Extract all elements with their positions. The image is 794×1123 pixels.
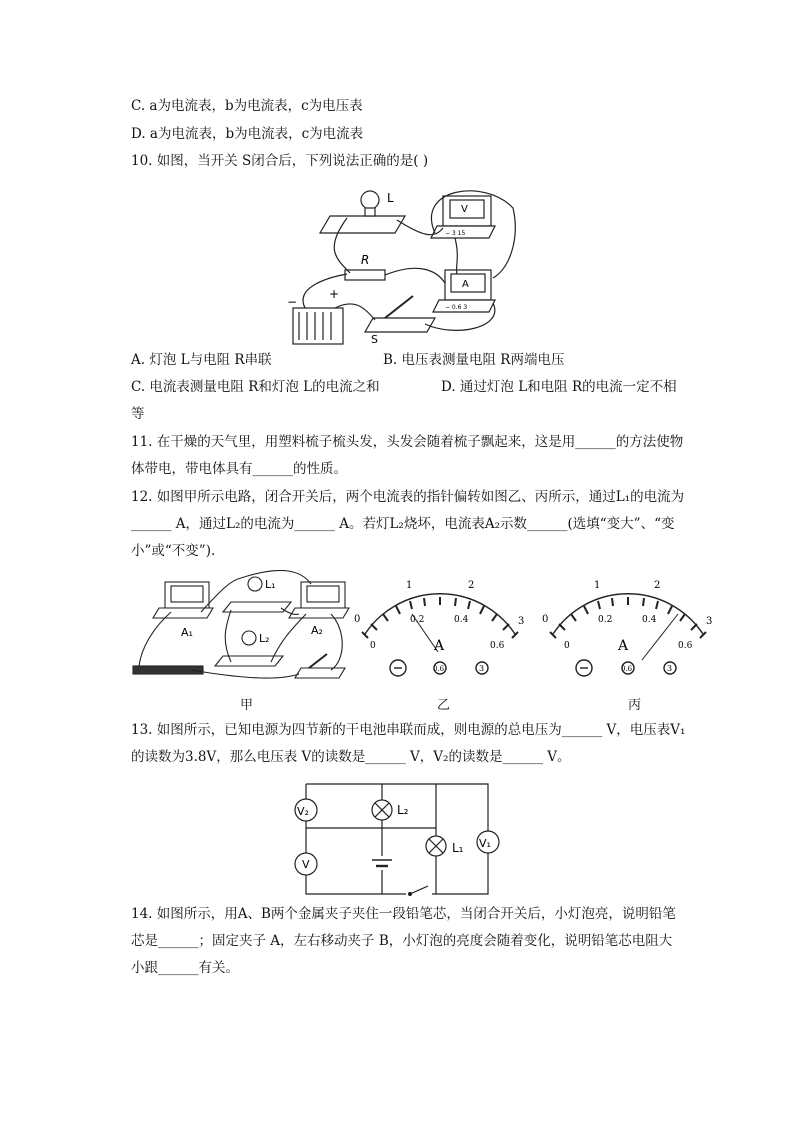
figure-12-jia-circuit [131, 570, 351, 685]
figure-13-circuit [292, 778, 504, 900]
figure-10-circuit [285, 178, 525, 348]
fig10-lamp-label: L [387, 191, 394, 205]
yi-lower-tick-0: 0 [370, 641, 376, 651]
fig10-ammeter-terminals: − 0.6 3 [445, 304, 468, 311]
yi-terminal-06: 0.6 [433, 665, 445, 673]
fig13-l2-label: L₂ [397, 803, 409, 817]
fig10-resistor-label: R [361, 253, 370, 267]
yi-upper-tick-0: 0 [354, 614, 361, 625]
option-9d: D. a为电流表，b为电流表，c为电流表 [131, 126, 364, 142]
fig10-voltmeter-label: V [461, 204, 468, 215]
bing-upper-tick-3: 3 [706, 616, 713, 627]
fig13-l1-label: L₁ [452, 841, 464, 855]
fig12-a1-label: A₁ [181, 626, 193, 639]
question-11-line2: 体带电，带电体具有______的性质。 [131, 461, 347, 477]
bing-lower-tick-0: 0 [564, 641, 570, 651]
bing-upper-tick-0: 0 [542, 614, 549, 625]
fig10-switch-label: S [371, 333, 378, 346]
option-10b: B. 电压表测量电阻 R两端电压 [383, 352, 565, 368]
fig12-l1-label: L₁ [265, 578, 276, 591]
fig10-ammeter-label: A [462, 279, 469, 290]
yi-lower-tick-06: 0.6 [490, 641, 505, 651]
fig10-plus-sign: + [329, 287, 340, 301]
fig12-l2-label: L₂ [259, 632, 270, 645]
option-10c: C. 电流表测量电阻 R和灯泡 L的电流之和 [131, 379, 380, 395]
figure-12-yi-meter [350, 572, 530, 682]
question-14-line2: 芯是______；固定夹子 A，左右移动夹子 B，小灯泡的亮度会随着变化，说明铅笔芯电阻大 [131, 933, 673, 949]
question-12-line3: 小”或“不变”). [131, 543, 216, 559]
caption-yi: 乙 [437, 698, 451, 713]
question-13-line1: 13. 如图所示，已知电源为四节新的干电池串联而成，则电源的总电压为______ V，电压表V₁ [131, 722, 686, 738]
fig10-voltmeter-terminals: − 3 15 [445, 230, 466, 237]
question-10: 10. 如图，当开关 S闭合后，下列说法正确的是( ) [131, 153, 429, 169]
question-12-line1: 12. 如图甲所示电路，闭合开关后，两个电流表的指针偏转如图乙、丙所示，通过L₁的电流为 [131, 489, 685, 505]
bing-upper-tick-2: 2 [654, 580, 661, 591]
option-10d-wrap: 等 [131, 406, 145, 422]
yi-unit-label: A [434, 638, 445, 654]
option-9c: C. a为电流表，b为电流表，c为电压表 [131, 98, 363, 114]
fig13-v-label: V [302, 858, 310, 871]
bing-lower-tick-04: 0.4 [642, 615, 657, 625]
bing-unit-label: A [618, 638, 629, 654]
bing-upper-tick-1: 1 [594, 580, 601, 591]
option-10a: A. 灯泡 L与电阻 R串联 [131, 352, 272, 368]
fig13-v1-label: V₁ [479, 837, 491, 850]
yi-lower-tick-04: 0.4 [454, 615, 469, 625]
yi-terminal-3: 3 [479, 664, 485, 673]
bing-lower-tick-06: 0.6 [678, 641, 693, 651]
question-12-line2: ______ A，通过L₂的电流为______ A。若灯L₂烧坏，电流表A₂示数______(选填“变大”、“变 [131, 516, 675, 532]
question-13-line2: 的读数为3.8V，那么电压表 V的读数是______ V，V₂的读数是______ V。 [131, 749, 571, 765]
fig13-v2-label: V₂ [297, 805, 309, 818]
figure-12-bing-meter [538, 572, 718, 682]
option-10d: D. 通过灯泡 L和电阻 R的电流一定不相 [441, 379, 677, 395]
question-14-line1: 14. 如图所示，用A、B两个金属夹子夹住一段铅笔芯，当闭合开关后，小灯泡亮，说明铅笔 [131, 906, 676, 922]
yi-upper-tick-3: 3 [518, 616, 525, 627]
question-11-line1: 11. 在干燥的天气里，用塑料梳子梳头发，头发会随着梳子飘起来，这是用______的方法使物 [131, 434, 684, 450]
question-14-line3: 小跟______有关。 [131, 960, 239, 976]
bing-lower-tick-02: 0.2 [598, 615, 613, 625]
bing-terminal-3: 3 [667, 664, 673, 673]
bing-terminal-06: 0.6 [621, 665, 633, 673]
yi-lower-tick-02: 0.2 [410, 615, 425, 625]
caption-jia: 甲 [240, 698, 254, 713]
fig10-minus-sign: − [287, 295, 298, 309]
yi-upper-tick-2: 2 [468, 580, 475, 591]
fig12-a2-label: A₂ [311, 624, 323, 637]
yi-upper-tick-1: 1 [406, 580, 413, 591]
caption-bing: 丙 [628, 698, 642, 713]
